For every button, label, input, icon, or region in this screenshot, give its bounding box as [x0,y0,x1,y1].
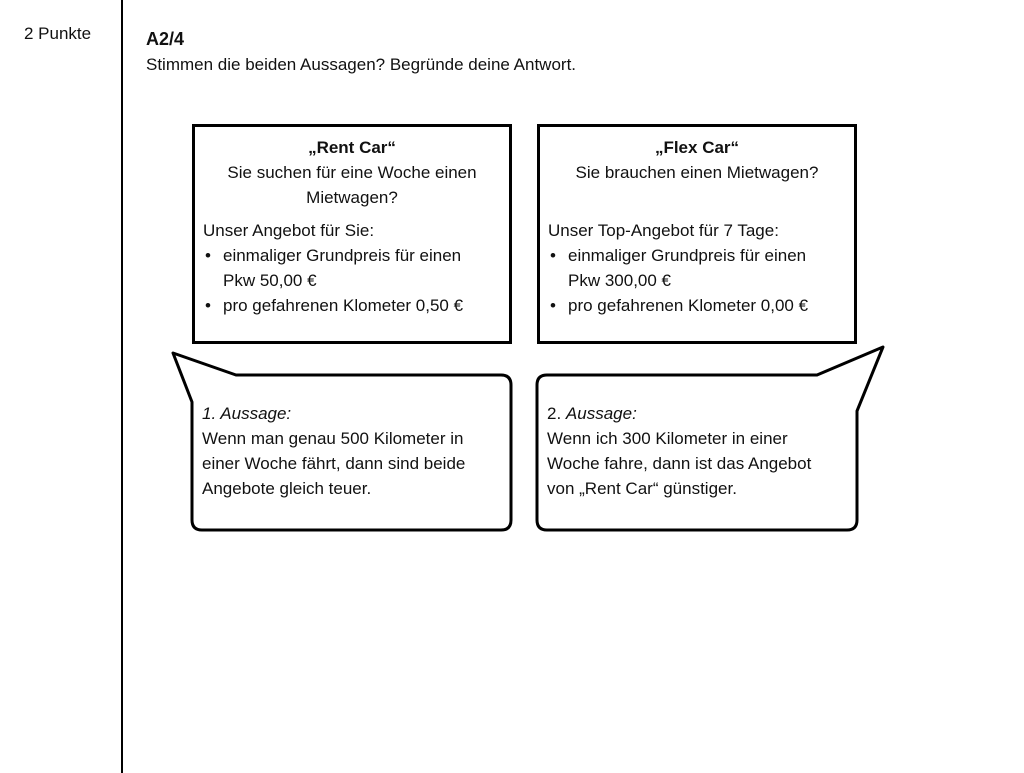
offer-bullet: • einmaliger Grundpreis für einen Pkw 50,00 € [203,243,501,293]
statement-line: von „Rent Car“ günstiger. [547,479,737,498]
statement-line: Wenn man genau 500 Kilometer in [202,429,464,448]
task-instruction: Stimmen die beiden Aussagen? Begründe deine Antwort. [146,55,577,74]
offer-bullet: • pro gefahrenen Klometer 0,50 € [203,293,501,318]
offer-bullet: • pro gefahrenen Klometer 0,00 € [548,293,846,318]
statement-2 [547,401,811,501]
statement-line: Angebote gleich teuer. [202,479,372,498]
task-id: A2/4 [146,29,185,49]
statement-label: 1. Aussage: [202,404,292,423]
offer-intro: Unser Top-Angebot für 7 Tage: [548,221,779,240]
offer-tagline: Sie suchen für eine Woche einen [227,163,477,182]
statement-line: Wenn ich 300 Kilometer in einer [547,429,788,448]
statement-line: einer Woche fährt, dann sind beide [202,454,466,473]
offer-name: „Flex Car“ [654,138,740,157]
offer-tagline: Sie brauchen einen Mietwagen? [575,163,819,182]
statement-1 [202,401,465,501]
offer-tagline: Mietwagen? [306,188,398,207]
points-label: 2 Punkte [24,24,92,43]
offer-name: „Rent Car“ [308,138,396,157]
offer-bullet: • einmaliger Grundpreis für einen Pkw 300,00 € [548,243,846,293]
offer-intro: Unser Angebot für Sie: [203,221,375,240]
statement-label: 2. Aussage: [547,404,637,423]
statement-line: Woche fahre, dann ist das Angebot [547,454,812,473]
